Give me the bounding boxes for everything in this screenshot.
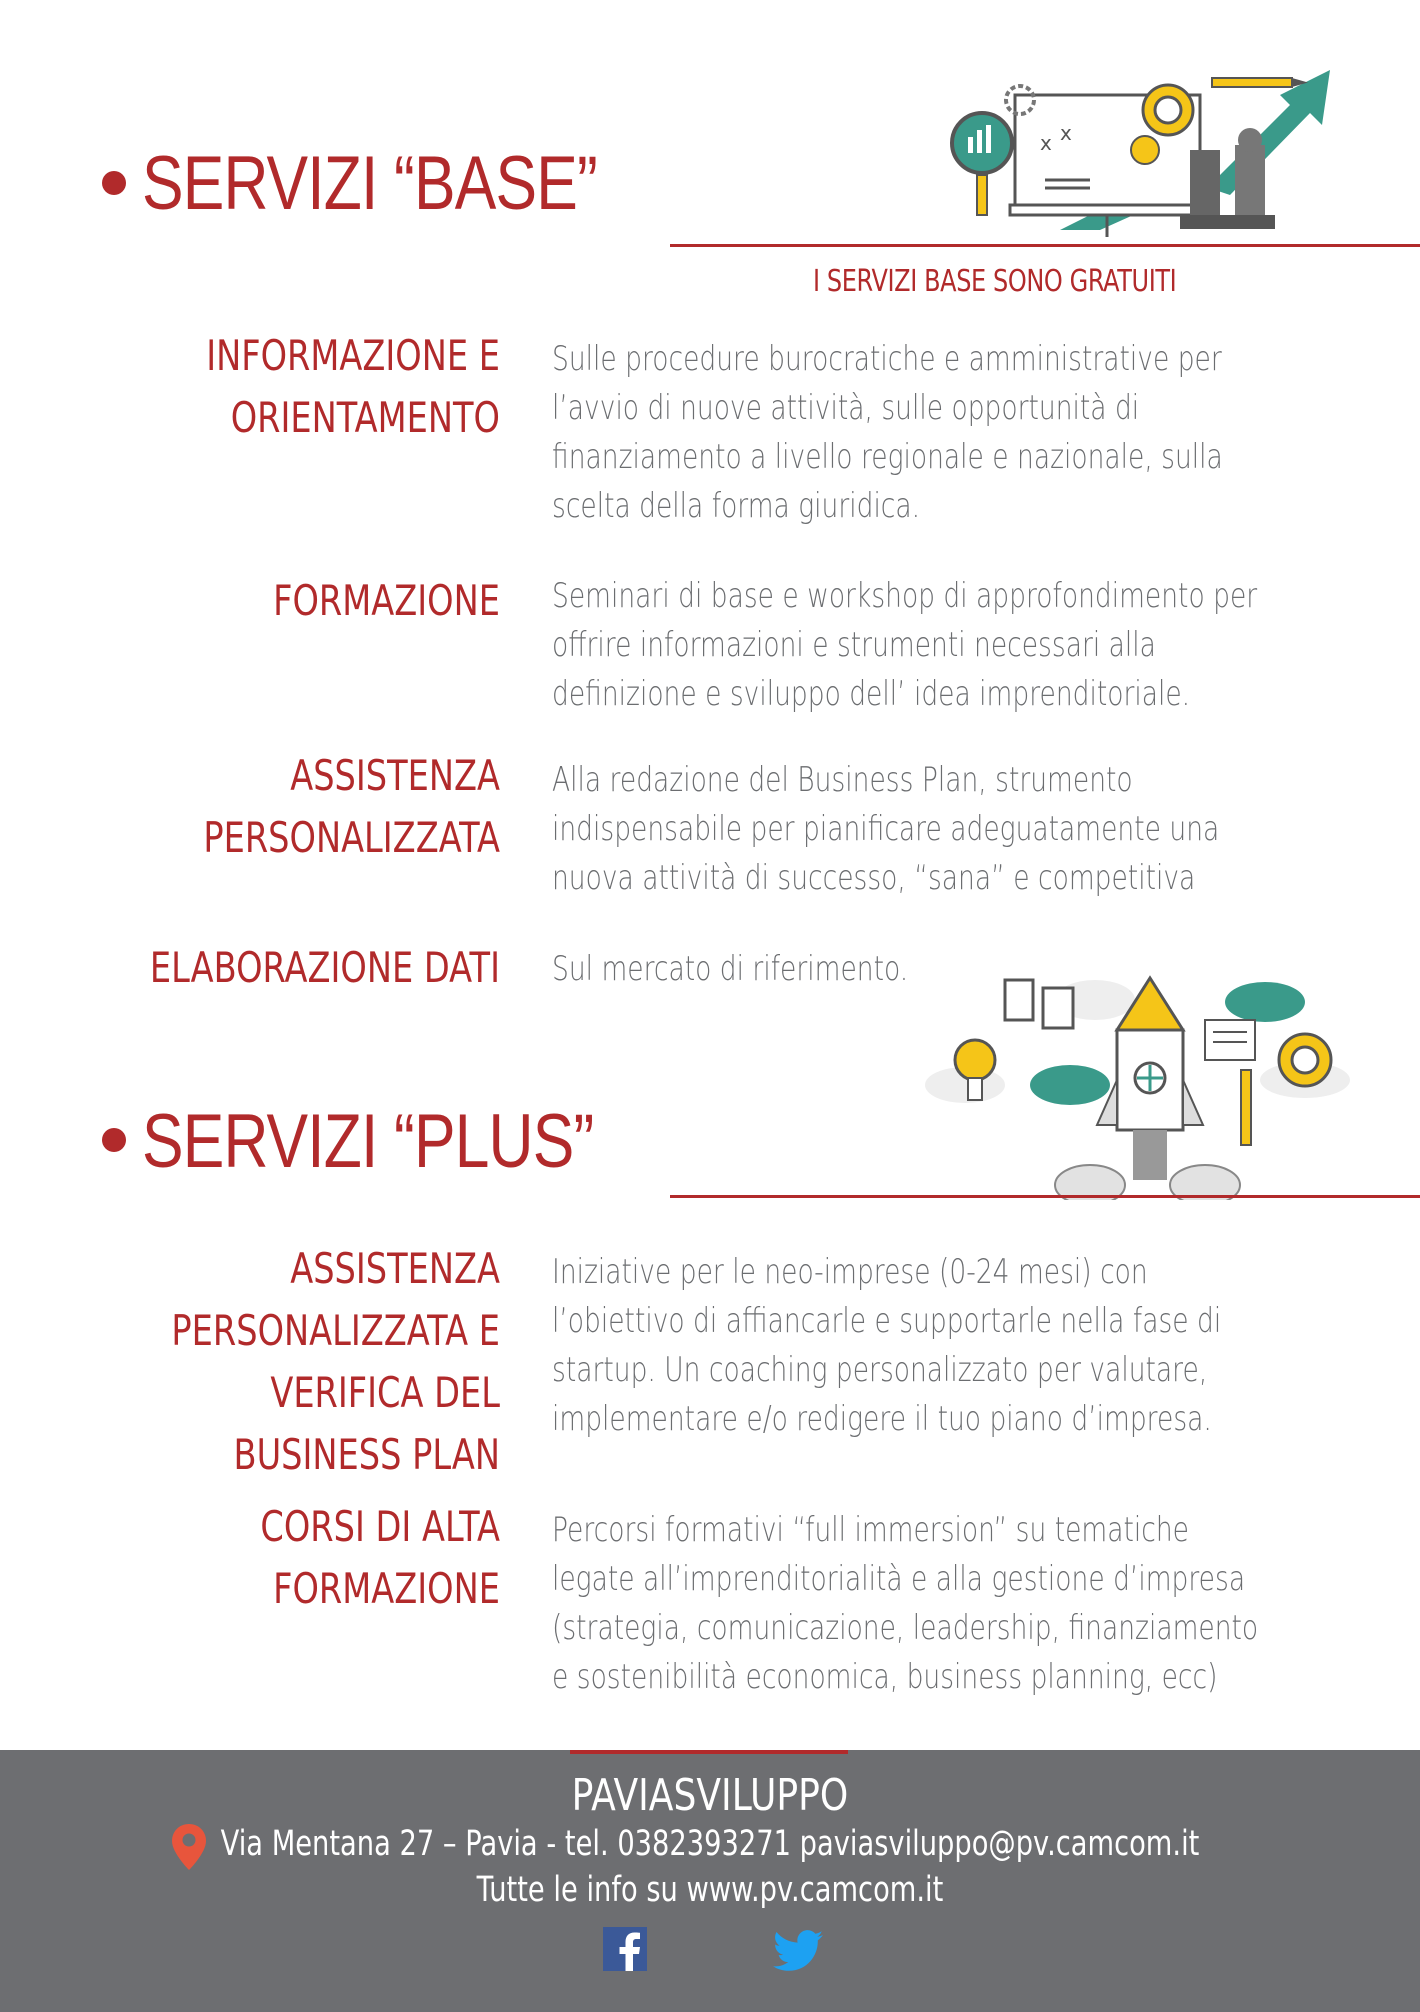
footer-organization-name: PAVIASVILUPPO xyxy=(571,1770,849,1821)
footer xyxy=(0,1750,1420,2012)
footer-accent-line xyxy=(570,1750,848,1754)
desc-assistenza: Alla redazione del Business Plan, strumento indispensabile per pianificare adeguatamente una nuova attività di successo, “sana” e competitiva xyxy=(552,760,1220,898)
term-assistenza-plus: ASSISTENZA PERSONALIZZATA E VERIFICA DEL BUSINESS PLAN xyxy=(171,1244,500,1479)
term-assistenza: ASSISTENZA PERSONALIZZATA xyxy=(203,751,500,862)
section-bullet-plus xyxy=(102,1128,126,1152)
twitter-icon[interactable] xyxy=(773,1930,823,1972)
business-strategy-illustration xyxy=(950,55,1350,240)
term-corsi: CORSI DI ALTA FORMAZIONE xyxy=(260,1502,500,1613)
svg-text:x: x xyxy=(1040,131,1052,155)
term-informazione: INFORMAZIONE E ORIENTAMENTO xyxy=(206,331,500,442)
facebook-icon[interactable] xyxy=(603,1927,647,1971)
term-formazione: FORMAZIONE xyxy=(273,576,500,625)
plus-divider xyxy=(670,1195,1420,1198)
startup-rocket-illustration xyxy=(925,960,1370,1200)
desc-elaborazione: Sul mercato di riferimento. xyxy=(552,949,909,989)
free-services-note: I SERVIZI BASE SONO GRATUITI xyxy=(813,264,1177,299)
desc-formazione: Seminari di base e workshop di approfondimento per offrire informazioni e strumenti necessari alla definizione e sviluppo dell’ idea imprenditoriale. xyxy=(552,576,1258,714)
desc-corsi: Percorsi formativi “full immersion” su tematiche legate all’imprenditorialità e alla gestione d’impresa (strategia, comunicazione, leadership, finanziamento e sostenibilità economica, business planning, ecc) xyxy=(552,1510,1259,1697)
section-bullet-base xyxy=(102,171,126,195)
desc-assistenza-plus: Iniziative per le neo-imprese (0-24 mesi) con l’obiettivo di affiancarle e supportarle nella fase di startup. Un coaching personalizzato per valutare, implementare e/o redigere il tuo piano d’impresa. xyxy=(552,1252,1222,1439)
footer-info-line: Tutte le info su www.pv.camcom.it xyxy=(476,1870,944,1910)
svg-text:x: x xyxy=(1060,121,1072,145)
term-elaborazione: ELABORAZIONE DATI xyxy=(149,943,500,992)
section-title-plus: SERVIZI “PLUS” xyxy=(142,1099,594,1184)
section-title-base: SERVIZI “BASE” xyxy=(142,141,597,226)
desc-informazione: Sulle procedure burocratiche e amministrative per l’avvio di nuove attività, sulle opportunità di finanziamento a livello regionale e nazionale, sulla scelta della forma giuridica. xyxy=(552,339,1223,526)
footer-contact-line: Via Mentana 27 – Pavia - tel. 0382393271 paviasviluppo@pv.camcom.it xyxy=(220,1824,1200,1864)
base-divider xyxy=(670,244,1420,247)
